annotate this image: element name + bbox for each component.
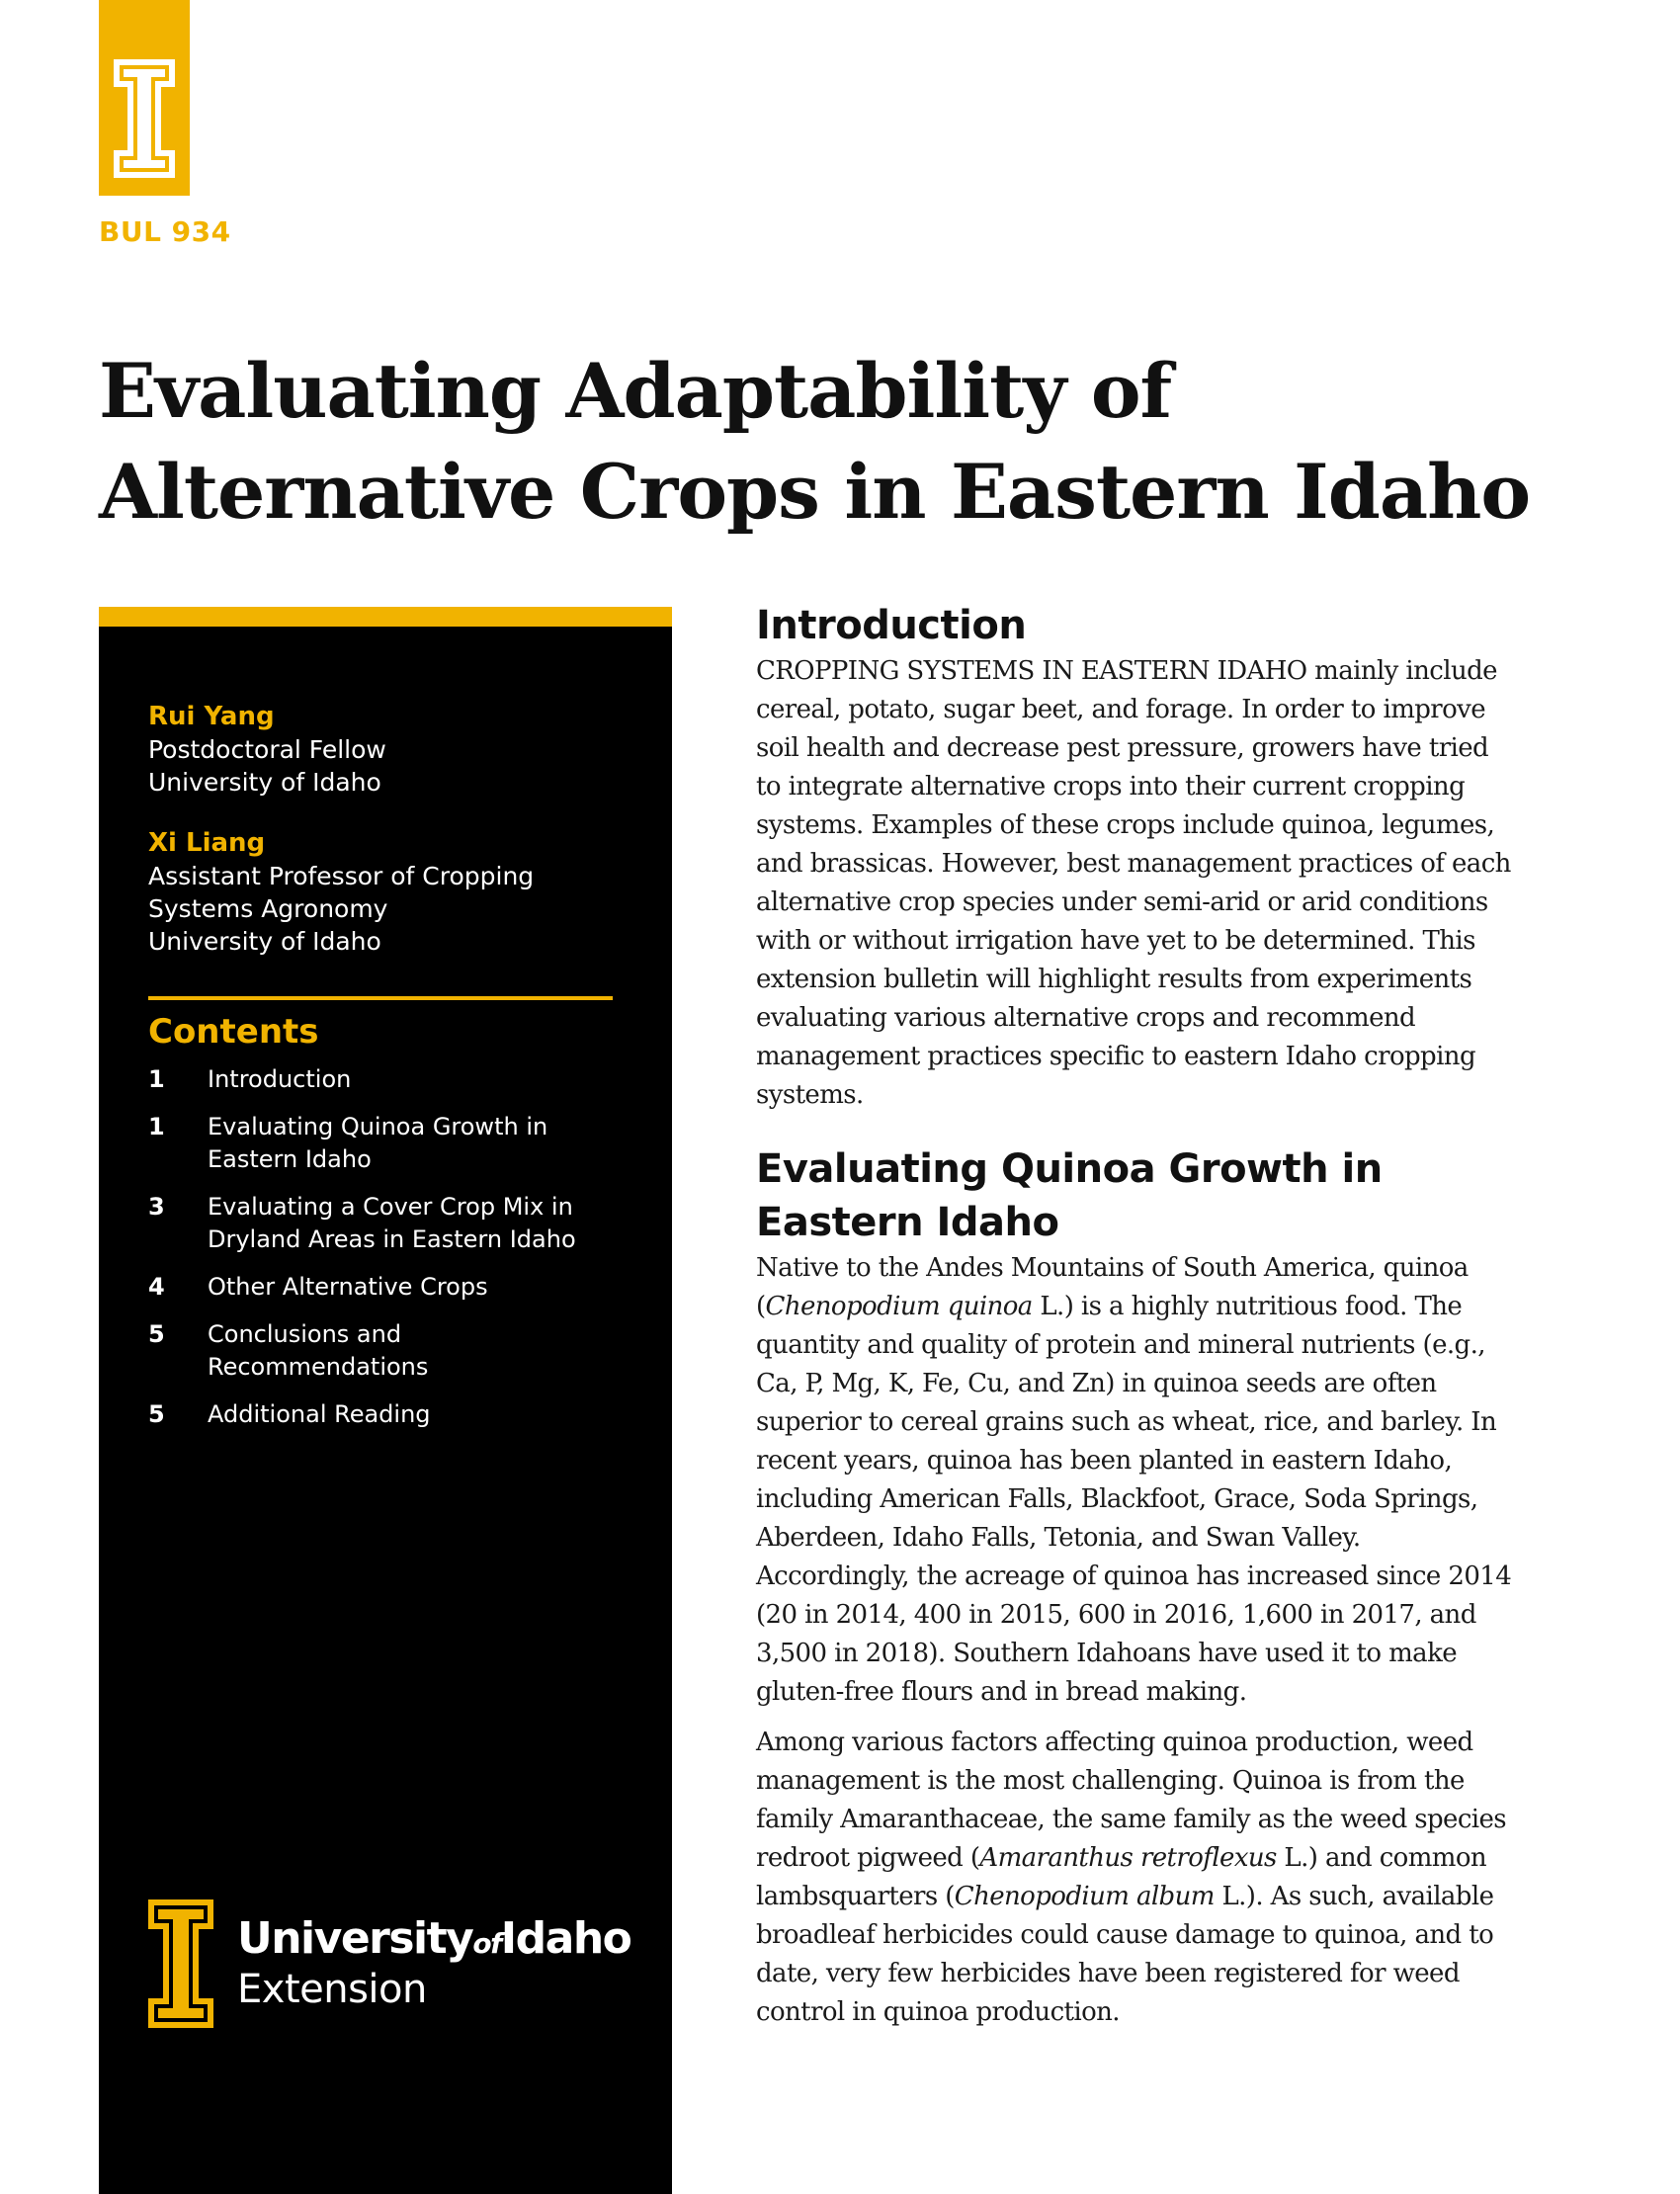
quinoa-paragraph-2: Among various factors affecting quinoa production, weed management is the most challenging. Quinoa is from the family Amaranthaceae, the same family as the weed species redroot pigweed (Amaranthus retroflexus L.) and common lambsquarters (Chenopodium album L.). As such, available broadleaf herbicides could cause damage to quinoa, and to date, very few herbicides have been registered for weed control in quinoa production. bbox=[756, 1728, 1507, 2027]
logo-university: University bbox=[237, 1913, 473, 1964]
title-line-1: Evaluating Adaptability of bbox=[99, 347, 1172, 435]
author-block bbox=[148, 700, 642, 799]
author-title: Systems Agronomy bbox=[148, 894, 388, 923]
author-affiliation: University of Idaho bbox=[148, 927, 381, 956]
toc-page-number: 5 bbox=[148, 1320, 165, 1348]
author-affiliation: University of Idaho bbox=[148, 768, 381, 797]
toc-item-conclusions[interactable] bbox=[148, 1318, 623, 1384]
author-title: Assistant Professor of Cropping bbox=[148, 862, 535, 890]
quinoa-paragraph-1: Native to the Andes Mountains of South America, quinoa (Chenopodium quinoa L.) is a highly nutritious food. The quantity and quality of protein and mineral nutrients (e.g., Ca, P, Mg, K, Fe, Cu, and Zn) in quinoa seeds are often superior to cereal grains such as wheat, rice, and barley. In recent years, quinoa has been planted in eastern Idaho, including American Falls, Blackfoot, Grace, Soda Springs, Aberdeen, Idaho Falls, Tetonia, and Swan Valley. Accordingly, the acreage of quinoa has increased since 2014 (20 in 2014, 400 in 2015, 600 in 2016, 1,600 in 2017, and 3,500 in 2018). Southern Idahoans have used it to make gluten-free flours and in bread making. bbox=[756, 1253, 1512, 1707]
logo-of: of bbox=[472, 1927, 501, 1960]
toc-label: Evaluating a Cover Crop Mix in Dryland Areas in Eastern Idaho bbox=[208, 1193, 576, 1253]
toc-item-additional-reading[interactable] bbox=[148, 1398, 623, 1431]
logo-extension: Extension bbox=[237, 1967, 427, 2012]
author-title: Postdoctoral Fellow bbox=[148, 735, 386, 764]
toc-label: Evaluating Quinoa Growth in Eastern Idaho bbox=[208, 1113, 548, 1173]
header-logo-bar bbox=[99, 0, 190, 196]
toc-label: Introduction bbox=[208, 1065, 352, 1093]
university-i-block-icon bbox=[112, 57, 177, 180]
table-of-contents bbox=[148, 1063, 623, 1446]
toc-item-other-crops[interactable] bbox=[148, 1271, 623, 1304]
toc-page-number: 3 bbox=[148, 1193, 165, 1221]
university-of-idaho-wordmark bbox=[237, 1915, 630, 2011]
toc-page-number: 1 bbox=[148, 1113, 165, 1140]
toc-page-number: 1 bbox=[148, 1065, 165, 1093]
bulletin-number: BUL 934 bbox=[99, 215, 231, 248]
sidebar bbox=[99, 607, 672, 2194]
toc-label: Conclusions and Recommendations bbox=[208, 1320, 429, 1381]
toc-label: Other Alternative Crops bbox=[208, 1273, 488, 1301]
author-name: Xi Liang bbox=[148, 828, 266, 858]
quinoa-heading: Evaluating Quinoa Growth in Eastern Idaho bbox=[756, 1146, 1383, 1245]
contents-divider bbox=[148, 996, 613, 1000]
contents-heading: Contents bbox=[148, 1012, 319, 1052]
author-name: Rui Yang bbox=[148, 702, 275, 731]
author-block bbox=[148, 826, 642, 958]
main-content bbox=[756, 599, 1517, 2032]
title-line-2: Alternative Crops in Eastern Idaho bbox=[99, 448, 1531, 536]
page-title bbox=[99, 341, 1601, 543]
introduction-heading: Introduction bbox=[756, 603, 1027, 648]
logo-idaho: Idaho bbox=[500, 1913, 631, 1964]
toc-item-quinoa[interactable] bbox=[148, 1111, 623, 1176]
toc-page-number: 5 bbox=[148, 1400, 165, 1428]
toc-item-introduction[interactable] bbox=[148, 1063, 623, 1096]
toc-item-cover-crop[interactable] bbox=[148, 1191, 623, 1256]
toc-page-number: 4 bbox=[148, 1273, 165, 1301]
introduction-paragraph: CROPPING SYSTEMS IN EASTERN IDAHO mainly include cereal, potato, sugar beet, and forage. In order to improve soil health and decrease pest pressure, growers have tried to integrate alternative crops into their current cropping systems. Examples of these crops include quinoa, legumes, and brassicas. However, best management practices of each alternative crop species under semi-arid or arid conditions with or without irrigation have yet to be determined. This extension bulletin will highlight results from experiments evaluating various alternative crops and recommend management practices specific to eastern Idaho cropping systems. bbox=[756, 656, 1511, 1110]
university-of-idaho-logo-icon bbox=[146, 1898, 215, 2030]
toc-label: Additional Reading bbox=[208, 1400, 431, 1428]
